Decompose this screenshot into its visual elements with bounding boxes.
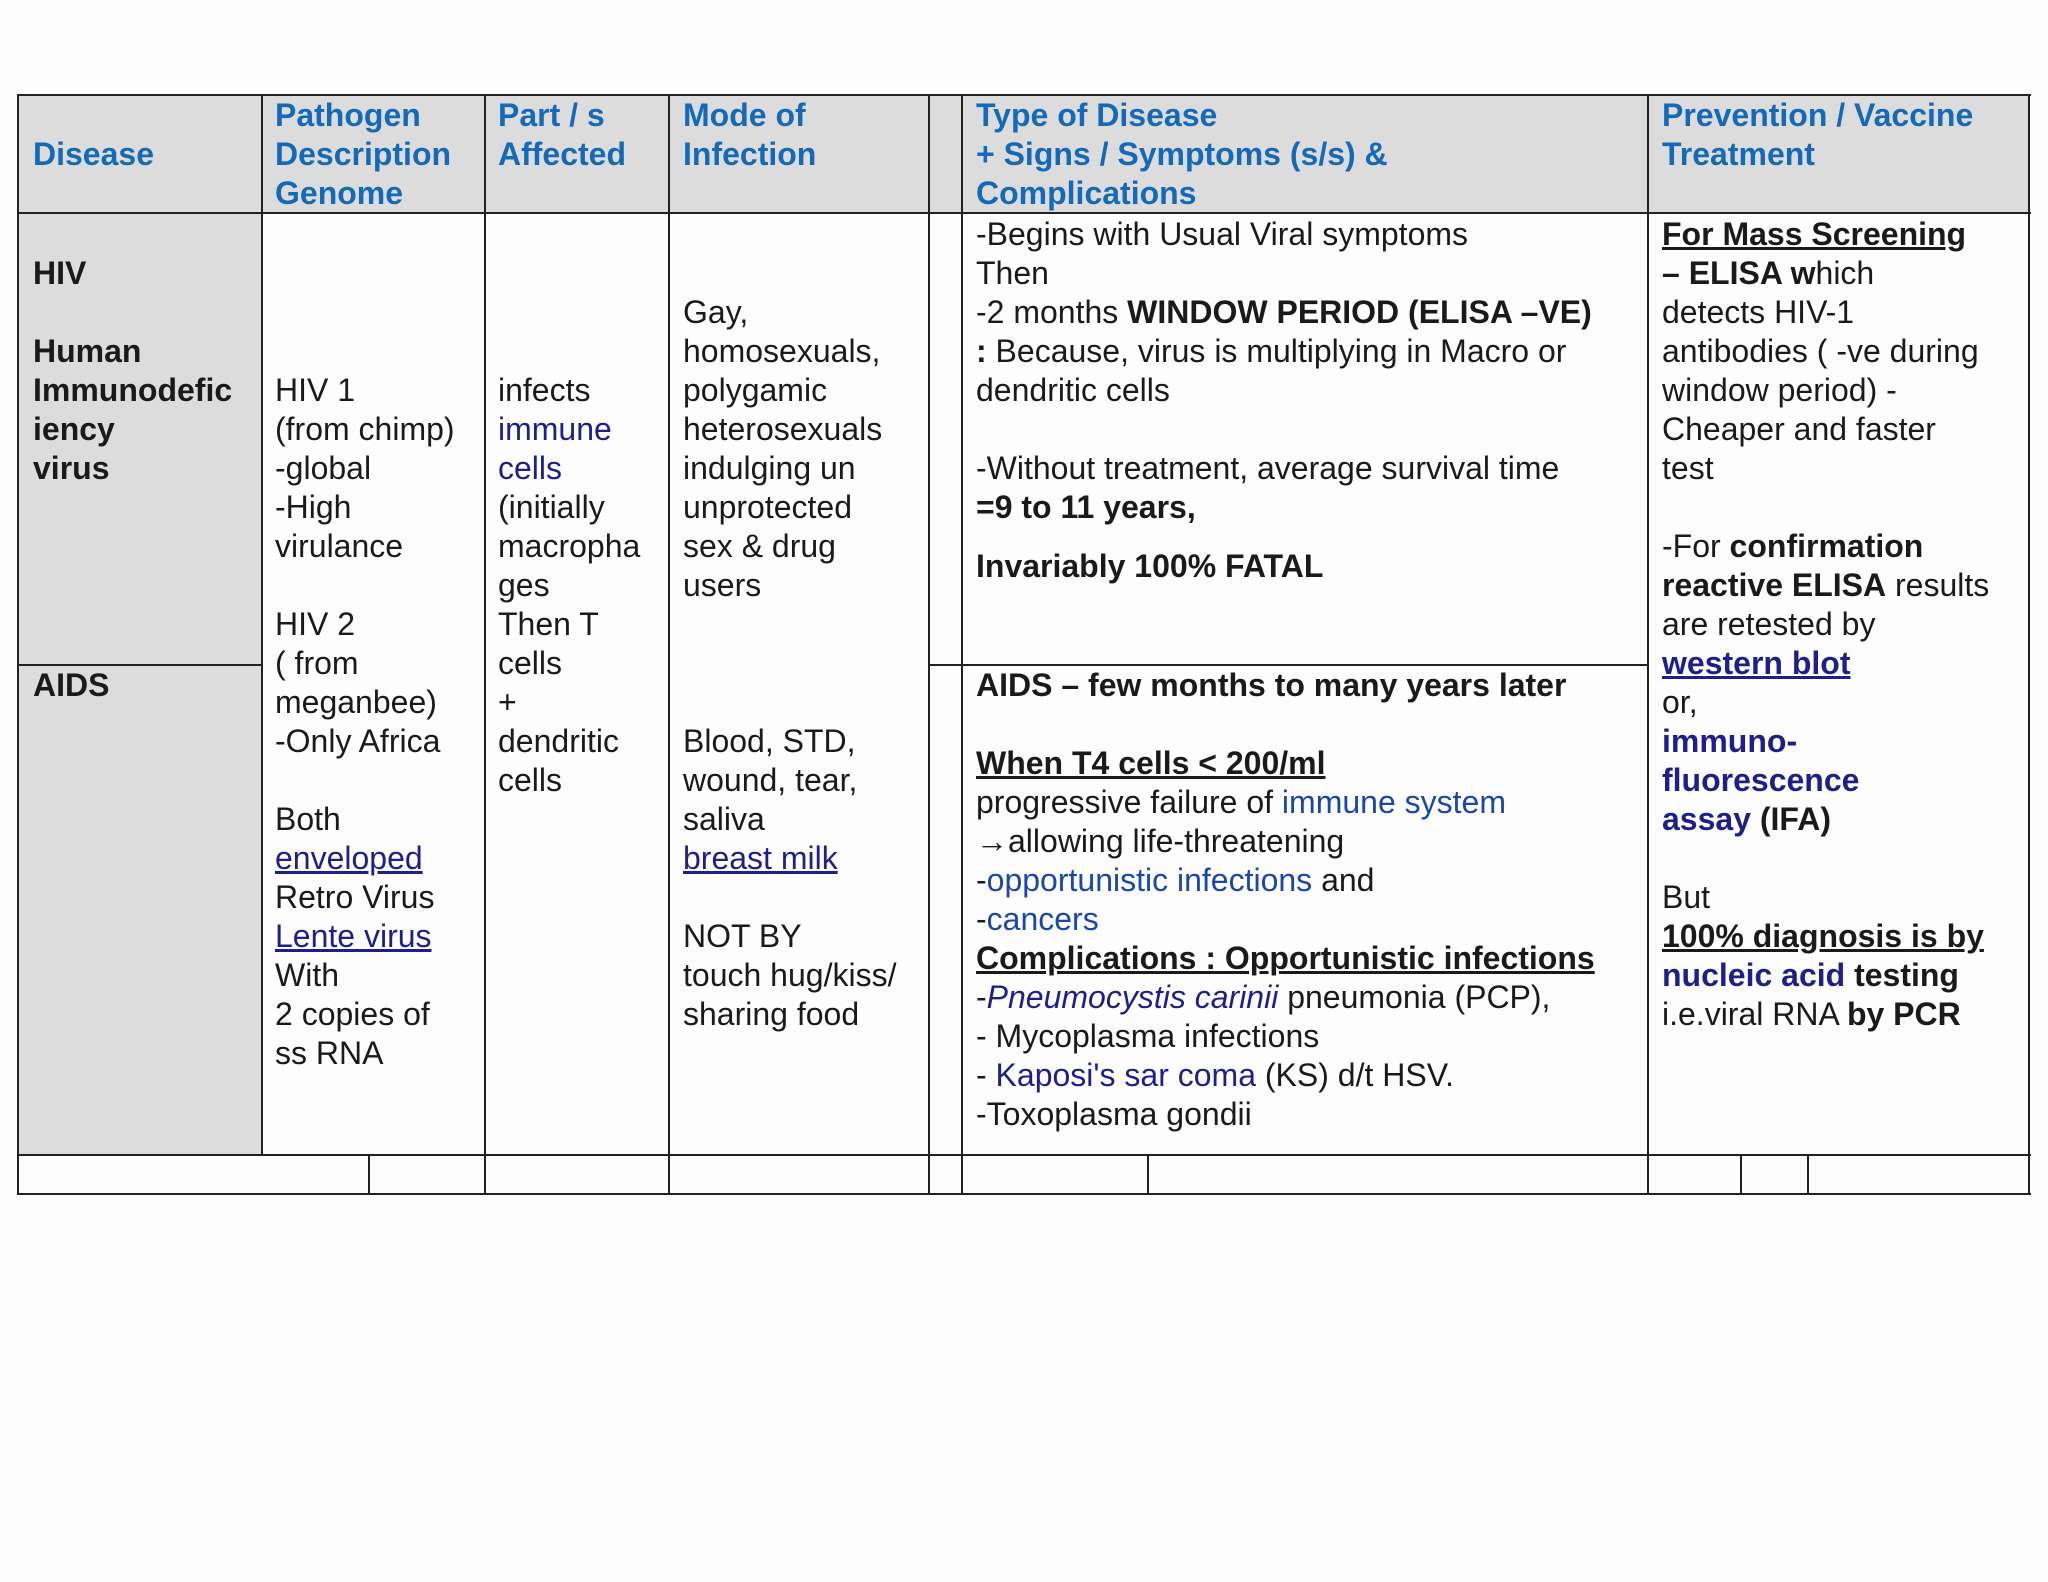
- border-left: [17, 94, 19, 1195]
- pathogen-line: [275, 761, 455, 800]
- type-text: and: [1312, 862, 1375, 898]
- prev-line: immuno-: [1662, 723, 1798, 759]
- prev-line: [1662, 488, 1989, 527]
- prev-text: testing: [1845, 957, 1959, 993]
- prev-text: nucleic acid: [1662, 957, 1846, 993]
- mode-line: sex & drug: [683, 528, 836, 564]
- diagnosis-heading: 100% diagnosis is by: [1662, 918, 1984, 954]
- header-prevention-line: Treatment: [1662, 136, 1815, 172]
- part-line: cells: [498, 645, 563, 681]
- pathogen-line: ( from: [275, 645, 359, 681]
- prev-line: [1662, 566, 1989, 605]
- header-part: [498, 96, 626, 174]
- disease-name-line: iency: [33, 411, 115, 447]
- mode-line: homosexuals,: [683, 333, 881, 369]
- type-line: [976, 900, 1595, 939]
- prev-line: fluorescence: [1662, 762, 1860, 798]
- disease-hiv: HIV: [33, 255, 87, 291]
- type-line: →allowing life-threatening: [976, 823, 1345, 859]
- cancers-text: cancers: [986, 901, 1099, 937]
- disease-name-line: Human: [33, 333, 142, 369]
- opportunistic-text: opportunistic infections: [986, 862, 1313, 898]
- window-period: WINDOW PERIOD (ELISA –VE): [1127, 294, 1592, 330]
- col-divider-5: [961, 94, 963, 1195]
- mode-line: saliva: [683, 801, 765, 837]
- enveloped-link[interactable]: enveloped: [275, 840, 423, 876]
- col-divider-4: [928, 94, 930, 1195]
- type-text: :: [976, 333, 987, 369]
- header-prevention: [1662, 96, 1973, 174]
- type-line: Then: [976, 255, 1049, 291]
- type-line: [976, 332, 1592, 371]
- prev-line: detects HIV-1: [1662, 294, 1855, 330]
- pathogen-line: 2 copies of: [275, 996, 430, 1032]
- part-line: cells: [498, 450, 563, 486]
- type-line: [976, 978, 1595, 1017]
- mode-line: touch hug/kiss/: [683, 957, 897, 993]
- table-border-bottom: [18, 1193, 2031, 1195]
- prev-text: – ELISA w: [1662, 255, 1816, 291]
- prev-text: confirmation: [1729, 528, 1924, 564]
- footer-divider-c: [1740, 1154, 1742, 1195]
- type-text: -: [976, 979, 987, 1015]
- t4-threshold: When T4 cells < 200/ml: [976, 745, 1326, 781]
- pathogen-line: HIV 1: [275, 372, 356, 408]
- pathogen-line: (from chimp): [275, 411, 455, 447]
- prev-line: [1662, 527, 1989, 566]
- mode-line: [683, 605, 896, 644]
- header-type-line: Type of Disease: [976, 97, 1218, 133]
- header-part-line: Part / s: [498, 97, 605, 133]
- part-line: +: [498, 684, 517, 720]
- pathogen-line: Both: [275, 801, 341, 837]
- fatal-note: Invariably 100% FATAL: [976, 548, 1324, 584]
- pathogen-line: [275, 566, 455, 605]
- header-prevention-line: Prevention / Vaccine: [1662, 97, 1974, 133]
- prevention-treatment: [1662, 215, 1989, 1034]
- part-line: Then T: [498, 606, 599, 642]
- header-part-line: Affected: [498, 136, 627, 172]
- border-right: [2028, 94, 2030, 1195]
- part-line: cells: [498, 762, 563, 798]
- pcp-text: Pneumocystis carinii: [986, 979, 1279, 1015]
- type-text: progressive failure of: [976, 784, 1282, 820]
- type-text: -: [976, 1057, 996, 1093]
- prev-line: [1662, 995, 1989, 1034]
- part-line: (initially: [498, 489, 605, 525]
- footer-divider-d: [1807, 1154, 1809, 1195]
- breast-milk-link[interactable]: breast milk: [683, 840, 838, 876]
- pathogen-description: [275, 371, 455, 1073]
- mode-line: polygamic: [683, 372, 828, 408]
- header-pathogen-line: Description: [275, 136, 452, 172]
- type-text: -: [976, 862, 987, 898]
- immune-system-text: immune system: [1281, 784, 1506, 820]
- prev-line: or,: [1662, 684, 1698, 720]
- header-pathogen: [275, 96, 451, 213]
- footer-divider-b: [1147, 1154, 1149, 1195]
- header-pathogen-line: Pathogen: [275, 97, 421, 133]
- part-line: dendritic: [498, 723, 619, 759]
- mode-line: Blood, STD,: [683, 723, 856, 759]
- prev-line: [1662, 254, 1989, 293]
- pathogen-line: -High: [275, 489, 352, 525]
- prev-line: window period) -: [1662, 372, 1897, 408]
- type-line: [976, 410, 1592, 449]
- col-divider-1: [261, 94, 263, 1155]
- main-bottom-border: [18, 1154, 2031, 1156]
- pathogen-line: meganbee): [275, 684, 437, 720]
- complications-heading: Complications : Opportunistic infections: [976, 940, 1595, 976]
- part-line: ges: [498, 567, 550, 603]
- part-affected: [498, 371, 640, 800]
- kaposi-text: Kaposi's sar coma: [995, 1057, 1256, 1093]
- header-mode: [683, 96, 816, 174]
- prev-line: [1662, 839, 1989, 878]
- pathogen-line: HIV 2: [275, 606, 356, 642]
- prev-text: assay: [1662, 801, 1751, 837]
- prev-text: (IFA): [1750, 801, 1831, 837]
- header-mode-line: Infection: [683, 136, 817, 172]
- prev-text: by PCR: [1846, 996, 1961, 1032]
- mode-line: [683, 878, 896, 917]
- mode-line: [683, 683, 896, 722]
- header-pathogen-line: Genome: [275, 175, 404, 211]
- prev-text: hich: [1815, 255, 1875, 291]
- header-disease: Disease: [33, 136, 154, 172]
- prev-text: -For: [1662, 528, 1730, 564]
- col-divider-2: [484, 94, 486, 1195]
- type-text: -: [976, 901, 987, 937]
- mode-line: users: [683, 567, 762, 603]
- disease-name-line: virus: [33, 450, 110, 486]
- type-line: [976, 293, 1592, 332]
- col-divider-6: [1647, 94, 1649, 1195]
- pathogen-line: Retro Virus: [275, 879, 435, 915]
- prev-text: results: [1886, 567, 1990, 603]
- part-line: macropha: [498, 528, 641, 564]
- mode-of-infection: [683, 293, 896, 1034]
- type-text: (KS) d/t HSV.: [1255, 1057, 1454, 1093]
- type-text: Because, virus is multiplying in Macro or: [986, 333, 1567, 369]
- aids-onset: AIDS – few months to many years later: [976, 667, 1567, 703]
- prev-line: [1662, 800, 1989, 839]
- prev-line: [1662, 956, 1989, 995]
- western-blot-link[interactable]: western blot: [1662, 645, 1851, 681]
- type-text: -2 months: [976, 294, 1128, 330]
- mode-line: wound, tear,: [683, 762, 858, 798]
- prev-text: reactive ELISA: [1662, 567, 1887, 603]
- prev-line: But: [1662, 879, 1711, 915]
- header-type-line: Complications: [976, 175, 1197, 211]
- footer-divider-a: [368, 1154, 370, 1195]
- disease-full-name: [33, 332, 232, 488]
- pathogen-line: With: [275, 957, 339, 993]
- prev-line: test: [1662, 450, 1714, 486]
- prev-line: Cheaper and faster: [1662, 411, 1936, 447]
- header-type: [976, 96, 1388, 213]
- mode-line: [683, 644, 896, 683]
- type-text: pneumonia (PCP),: [1278, 979, 1551, 1015]
- mode-line: indulging un: [683, 450, 856, 486]
- mode-line: Gay,: [683, 294, 749, 330]
- mode-line: unprotected: [683, 489, 853, 525]
- type-line: [976, 783, 1595, 822]
- type-line: - Mycoplasma infections: [976, 1018, 1320, 1054]
- prev-line: are retested by: [1662, 606, 1876, 642]
- lente-virus-link[interactable]: Lente virus: [275, 918, 432, 954]
- header-mode-line: Mode of: [683, 97, 806, 133]
- type-hiv-symptoms: [976, 215, 1592, 527]
- pathogen-line: -Only Africa: [275, 723, 441, 759]
- mode-line: NOT BY: [683, 918, 802, 954]
- type-line: [976, 1056, 1595, 1095]
- mode-line: heterosexuals: [683, 411, 883, 447]
- col-divider-3: [668, 94, 670, 1195]
- type-line: [976, 861, 1595, 900]
- prev-line: antibodies ( -ve during: [1662, 333, 1979, 369]
- survival-time: =9 to 11 years,: [976, 489, 1196, 525]
- pathogen-line: ss RNA: [275, 1035, 384, 1071]
- mass-screening-heading: For Mass Screening: [1662, 216, 1967, 252]
- disease-name-line: Immunodefic: [33, 372, 233, 408]
- header-type-line: + Signs / Symptoms (s/s) &: [976, 136, 1388, 172]
- part-line: infects: [498, 372, 591, 408]
- pathogen-line: virulance: [275, 528, 404, 564]
- prev-text: i.e.viral RNA: [1662, 996, 1847, 1032]
- part-line: immune: [498, 411, 612, 447]
- type-line: dendritic cells: [976, 372, 1170, 408]
- type-line: -Toxoplasma gondii: [976, 1096, 1252, 1132]
- mode-line: sharing food: [683, 996, 860, 1032]
- type-line: -Without treatment, average survival time: [976, 450, 1560, 486]
- pathogen-line: -global: [275, 450, 372, 486]
- type-line: -Begins with Usual Viral symptoms: [976, 216, 1469, 252]
- disease-aids: AIDS: [33, 667, 110, 703]
- type-aids-symptoms: [976, 744, 1595, 1134]
